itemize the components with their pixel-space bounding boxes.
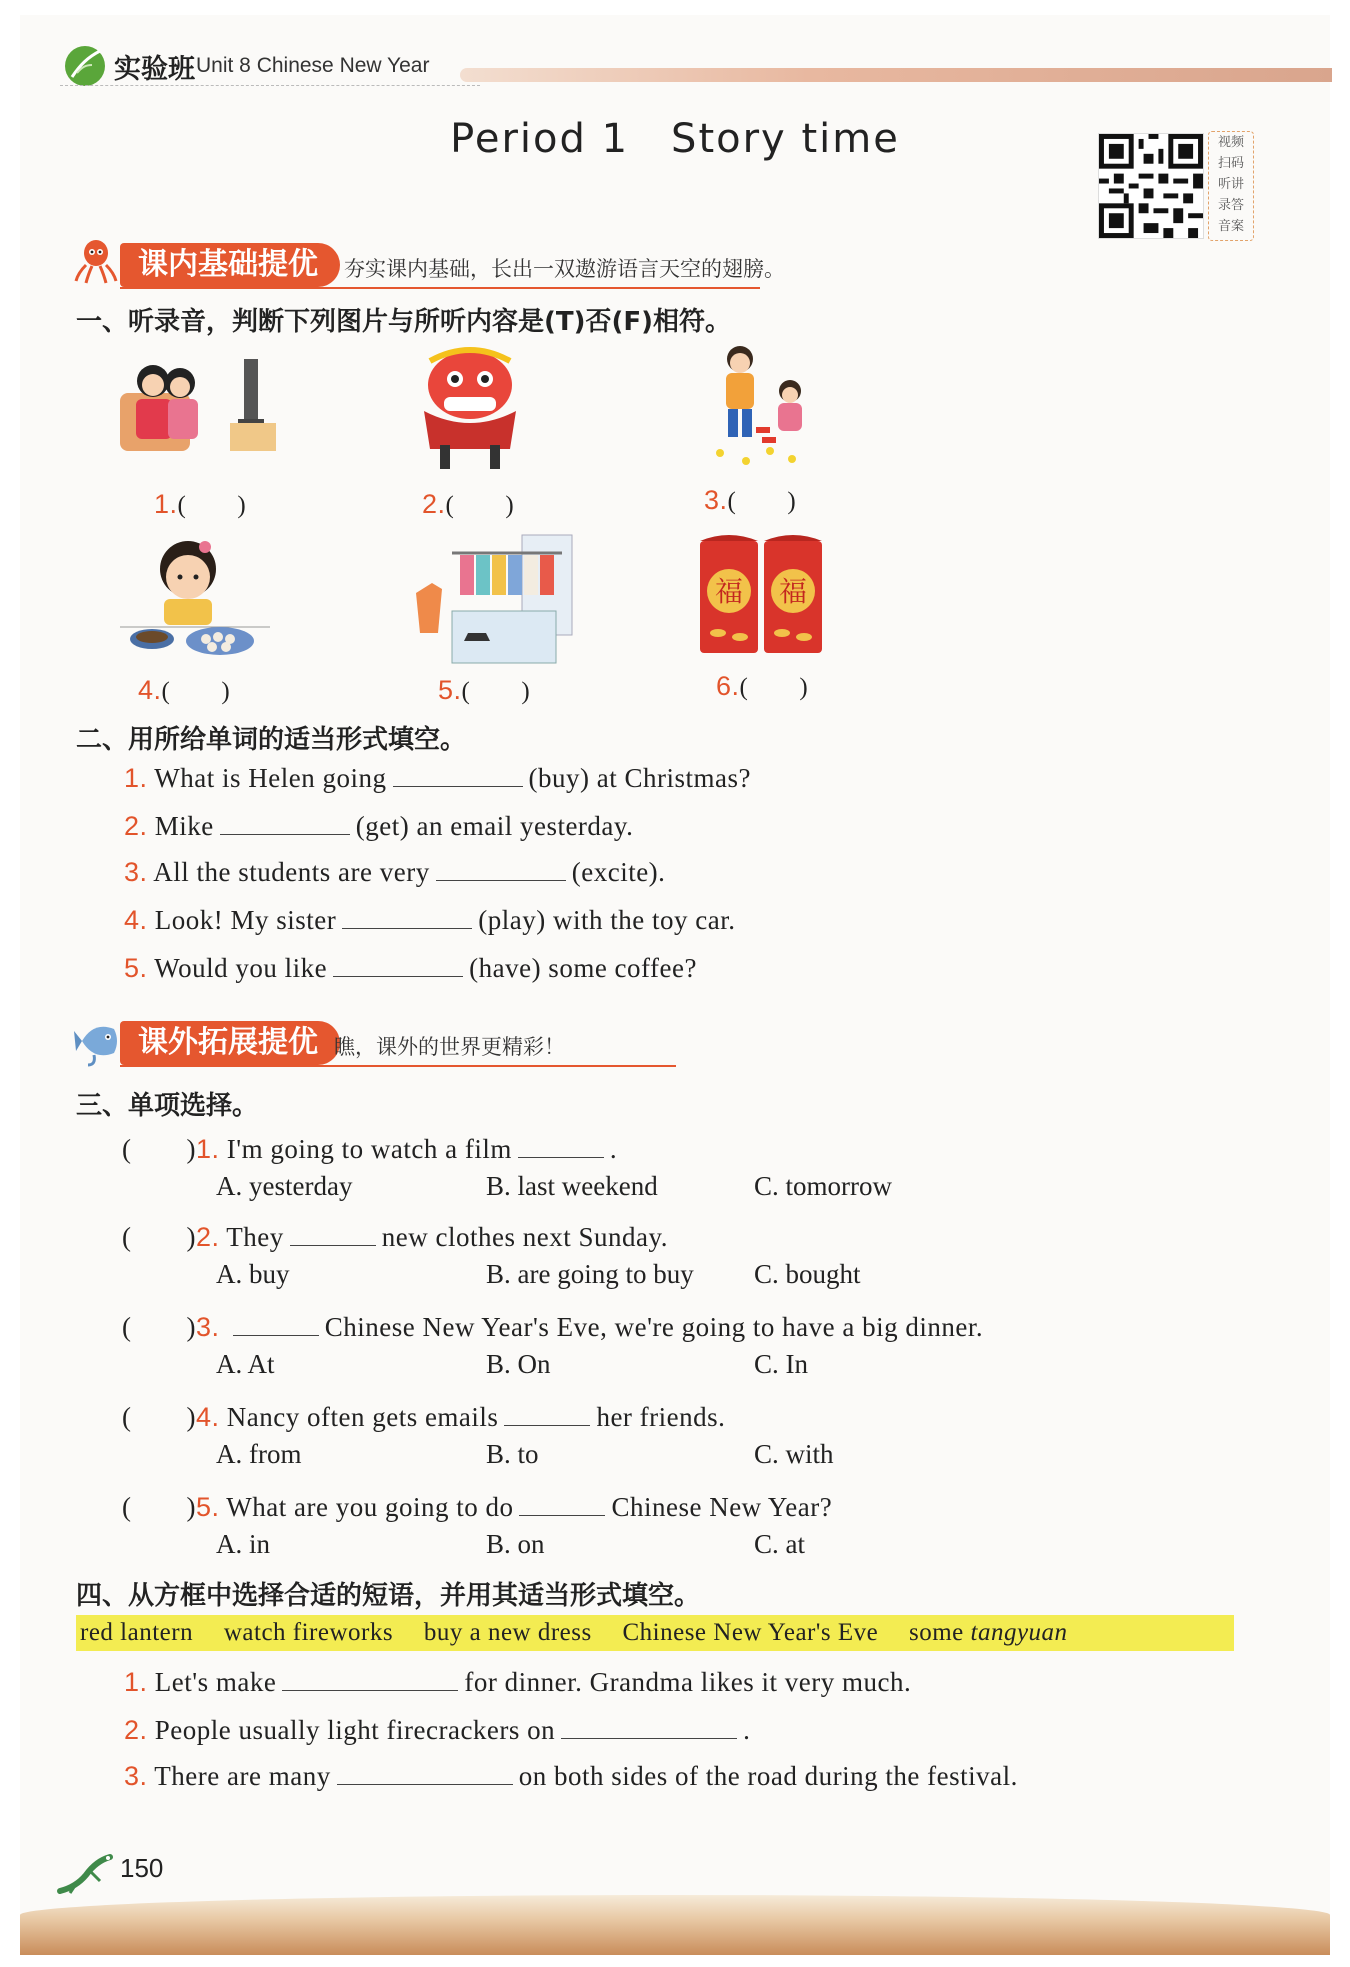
section-banner-extended: 课外拓展提优 <box>120 1021 340 1065</box>
phrase-option: some <box>908 1619 964 1646</box>
answer-blank[interactable] <box>436 879 566 881</box>
item-number: 3. <box>124 1761 148 1791</box>
fill-item-4 <box>124 905 735 936</box>
word-hint: (play) with the toy car. <box>478 905 736 935</box>
item-number: 3. <box>704 485 728 515</box>
answer-paren[interactable]: ( ) <box>122 1402 196 1432</box>
fill-item-1 <box>124 763 751 794</box>
item-number: 1. <box>195 1134 220 1164</box>
part2-title: 二、用所给单词的适当形式填空。 <box>76 725 467 755</box>
option-b[interactable]: B. On <box>486 1349 551 1379</box>
picture-answer-3[interactable] <box>704 481 796 517</box>
answer-paren[interactable]: ( ) <box>122 1134 196 1164</box>
question-text-after: . <box>609 1134 618 1164</box>
phrase-box <box>76 1615 1234 1651</box>
footer-stripe <box>20 1895 1330 1955</box>
picture-5 <box>412 533 574 665</box>
picture-answer-6[interactable] <box>716 667 808 703</box>
firecrackers-icon <box>700 341 820 471</box>
answer-paren[interactable]: ( ) <box>122 1222 196 1252</box>
answer-blank <box>233 1334 319 1336</box>
word-hint: (get) an email yesterday. <box>355 811 634 841</box>
answer-blank <box>290 1244 376 1246</box>
part4-title: 四、从方框中选择合适的短语，并用其适当形式填空。 <box>76 1581 701 1611</box>
question-text-after: for dinner. Grandma likes it very much. <box>464 1667 912 1697</box>
question-text: Look! My sister <box>154 905 337 935</box>
item-number: 2. <box>195 1222 220 1252</box>
question-text: What are you going to do <box>226 1492 514 1522</box>
qr-code[interactable] <box>1098 133 1204 239</box>
section-tagline: 瞧，课外的世界更精彩！ <box>334 1035 565 1059</box>
item-number: 5. <box>195 1492 220 1522</box>
question-text-after: on both sides of the road during the festival. <box>518 1761 1018 1791</box>
option-a[interactable]: A. At <box>216 1349 275 1379</box>
clothes-shop-icon <box>412 533 574 665</box>
qr-caption-line: 视频 <box>1217 135 1244 150</box>
answer-blank <box>518 1156 604 1158</box>
answer-blank[interactable] <box>342 927 472 929</box>
question-text: Nancy often gets emails <box>226 1402 499 1432</box>
option-b[interactable]: B. last weekend <box>486 1171 658 1201</box>
question-text: Would you like <box>154 953 328 983</box>
question-text: I'm going to watch a film <box>226 1134 512 1164</box>
brand-name: 实验班 <box>114 54 195 85</box>
item-number: 4. <box>124 905 148 935</box>
question-text: There are many <box>154 1761 331 1791</box>
lion-dance-icon <box>410 345 530 473</box>
option-a[interactable]: A. in <box>216 1529 270 1559</box>
phrase-fill-2 <box>124 1715 750 1746</box>
phrase-option-italic: tangyuan <box>970 1619 1068 1646</box>
option-a[interactable]: A. from <box>216 1439 302 1469</box>
option-a[interactable]: A. yesterday <box>216 1171 353 1201</box>
item-number: 2. <box>422 489 446 519</box>
picture-answer-4[interactable] <box>138 671 230 707</box>
answer-paren: ( ) <box>461 678 531 705</box>
question-text: People usually light firecrackers on <box>154 1715 556 1745</box>
answer-paren: ( ) <box>445 492 515 519</box>
picture-6 <box>698 529 826 657</box>
item-number: 4. <box>195 1402 220 1432</box>
choice-question-1 <box>122 1127 617 1166</box>
question-text: All the students are very <box>153 857 430 887</box>
answer-blank <box>519 1514 605 1516</box>
fill-item-3 <box>124 857 665 888</box>
question-text: Mike <box>154 811 214 841</box>
part3-title: 三、单项选择。 <box>76 1091 259 1121</box>
leaf-logo-icon <box>62 43 108 89</box>
option-c[interactable]: C. In <box>754 1349 808 1379</box>
qr-caption-line: 录答 <box>1217 198 1244 213</box>
qr-caption-line: 音案 <box>1217 219 1244 234</box>
picture-3 <box>700 341 820 471</box>
option-c[interactable]: C. with <box>754 1439 834 1469</box>
word-hint: (buy) at Christmas? <box>528 763 751 793</box>
fill-item-5 <box>124 953 697 984</box>
answer-paren: ( ) <box>161 678 231 705</box>
red-packets-icon <box>698 529 826 657</box>
item-number: 1. <box>154 489 178 519</box>
item-number: 1. <box>124 763 148 793</box>
workbook-page <box>20 15 1330 1955</box>
answer-paren[interactable]: ( ) <box>122 1492 196 1522</box>
answer-paren: ( ) <box>727 488 797 515</box>
answer-blank[interactable] <box>561 1737 737 1739</box>
answer-blank[interactable] <box>220 833 350 835</box>
question-text: What is Helen going <box>154 763 387 793</box>
answer-blank <box>504 1424 590 1426</box>
word-hint: (excite). <box>571 857 666 887</box>
tv-watching-icon <box>118 353 278 453</box>
item-number: 3. <box>124 857 148 887</box>
unit-label: Unit 8 Chinese New Year <box>196 54 430 77</box>
question-text: Let's make <box>154 1667 277 1697</box>
option-c[interactable]: C. bought <box>754 1259 861 1289</box>
item-number: 5. <box>124 953 148 983</box>
picture-1 <box>118 353 278 453</box>
page-title: Period 1 Story time <box>450 116 900 162</box>
word-hint: (have) some coffee? <box>469 953 697 983</box>
phrase-option: watch fireworks <box>223 1619 394 1646</box>
squid-mascot-icon <box>72 237 120 285</box>
answer-paren[interactable]: ( ) <box>122 1312 196 1342</box>
question-text: They <box>226 1222 284 1252</box>
answer-blank[interactable] <box>393 785 523 787</box>
qr-caption <box>1208 131 1254 241</box>
section-banner-line <box>120 1065 676 1067</box>
answer-paren: ( ) <box>177 492 247 519</box>
brand-logo <box>62 43 108 89</box>
answer-blank[interactable] <box>282 1689 458 1691</box>
qr-caption-line: 听讲 <box>1217 177 1244 192</box>
choice-question-2 <box>122 1215 668 1254</box>
item-number: 2. <box>124 1715 148 1745</box>
section-banner-basic: 课内基础提优 <box>120 243 340 287</box>
item-number: 6. <box>716 671 740 701</box>
item-number: 2. <box>124 811 148 841</box>
svg-text:福: 福 <box>778 575 808 608</box>
svg-text:福: 福 <box>714 575 744 608</box>
question-text-after: new clothes next Sunday. <box>381 1222 668 1252</box>
section-banner-line <box>120 287 760 289</box>
phrase-fill-1 <box>124 1667 911 1698</box>
answer-paren: ( ) <box>739 674 809 701</box>
item-number: 5. <box>438 675 462 705</box>
option-b[interactable]: B. to <box>486 1439 539 1469</box>
header-dotted-line <box>60 85 480 86</box>
question-text-after: her friends. <box>596 1402 726 1432</box>
picture-answer-2[interactable] <box>422 485 514 521</box>
phrase-fill-3 <box>124 1761 1018 1792</box>
option-c[interactable]: C. tomorrow <box>754 1171 892 1201</box>
phrase-option: Chinese New Year's Eve <box>622 1619 879 1646</box>
qr-code-icon <box>1099 134 1203 238</box>
picture-2 <box>410 345 530 473</box>
question-text-after: Chinese New Year's Eve, we're going to have a big dinner. <box>324 1312 984 1342</box>
fish-mascot-icon <box>74 1015 122 1067</box>
section-tagline: 夯实课内基础，长出一双遨游语言天空的翅膀。 <box>344 257 785 281</box>
picture-4 <box>120 535 270 655</box>
part1-title: 一、听录音，判断下列图片与所听内容是(T)否(F)相符。 <box>76 307 732 337</box>
girl-dumplings-icon <box>120 535 270 655</box>
fill-item-2 <box>124 811 633 842</box>
choice-question-3 <box>122 1305 983 1344</box>
phrase-option: buy a new dress <box>423 1619 592 1646</box>
item-number: 4. <box>138 675 162 705</box>
picture-answer-1[interactable] <box>154 485 246 521</box>
choice-question-4 <box>122 1395 725 1434</box>
lizard-mascot-icon <box>56 1851 116 1897</box>
header-stripe <box>460 68 1332 82</box>
option-c[interactable]: C. at <box>754 1529 805 1559</box>
option-b[interactable]: B. are going to buy <box>486 1259 694 1289</box>
qr-caption-line: 扫码 <box>1217 156 1244 171</box>
option-b[interactable]: B. on <box>486 1529 545 1559</box>
phrase-option: red lantern <box>80 1619 194 1646</box>
option-a[interactable]: A. buy <box>216 1259 290 1289</box>
answer-blank[interactable] <box>333 975 463 977</box>
question-text-after: Chinese New Year? <box>611 1492 833 1522</box>
answer-blank[interactable] <box>337 1783 513 1785</box>
picture-answer-5[interactable] <box>438 671 530 707</box>
item-number: 3. <box>195 1312 220 1342</box>
choice-question-5 <box>122 1485 832 1524</box>
item-number: 1. <box>124 1667 148 1697</box>
question-text-after: . <box>743 1715 751 1745</box>
page-number: 150 <box>120 1853 164 1883</box>
